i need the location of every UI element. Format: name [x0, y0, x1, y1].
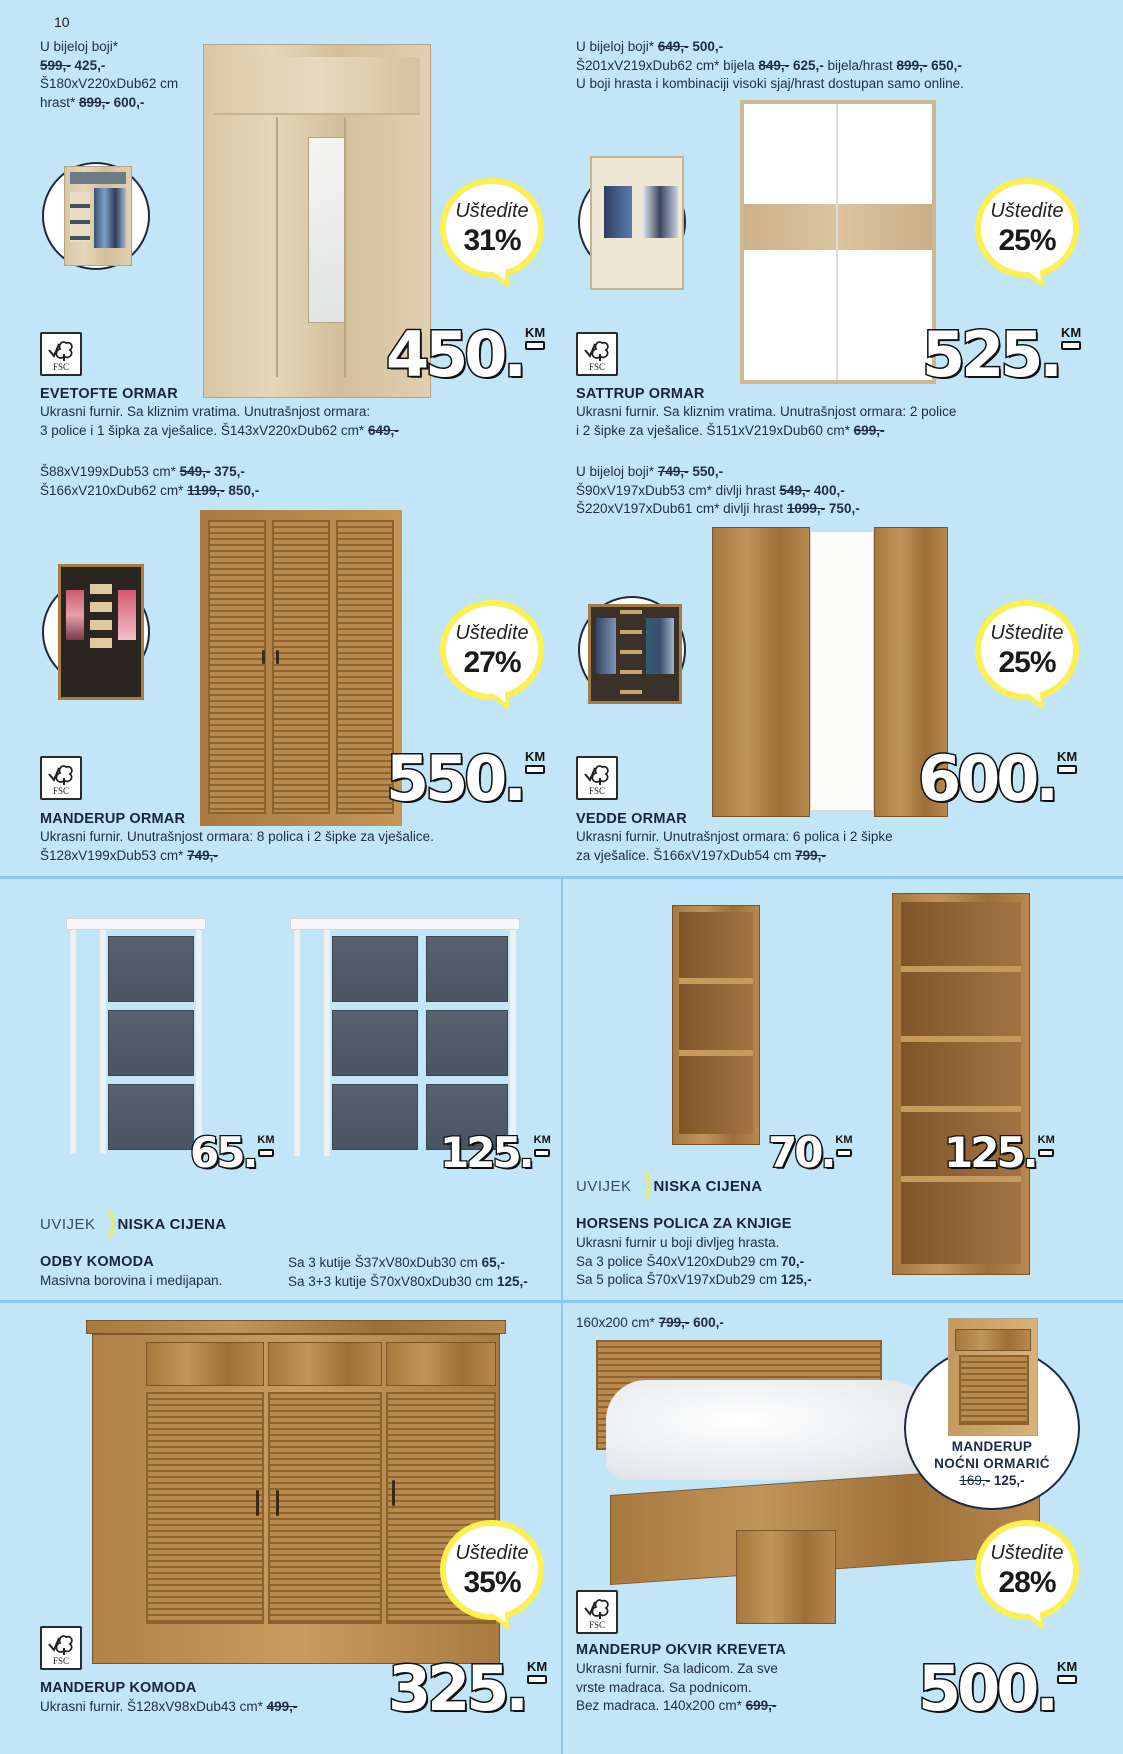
manderup-ormar-variants: Š88xV199xDub53 cm* 549,- 375,- Š166xV210xDub62 cm* 1199,- 850,-: [40, 464, 260, 498]
product-title: SATTRUP ORMAR: [576, 386, 705, 402]
vedde-wardrobe-image: [712, 527, 948, 817]
product-description: Ukrasni furnir. Unutrašnjost ormara: 8 polica i 2 šipke za vješalice. Š128xV199xDub53 cm* 749,-: [40, 829, 434, 863]
vedde-variants: U bijeloj boji* 749,- 550,- Š90xV197xDub53 cm* divlji hrast 549,- 400,- Š220xV197xDub61 cm* divlji hrast 1099,- 750,-: [576, 464, 860, 516]
save-badge: Uštedite 27%: [440, 600, 544, 712]
save-badge: Uštedite 25%: [975, 600, 1079, 712]
product-title: HORSENS POLICA ZA KNJIGE: [576, 1216, 792, 1232]
odby-variant-prices: Sa 3 kutije Š37xV80xDub30 cm 65,- Sa 3+3 kutije Š70xV80xDub30 cm 125,-: [288, 1255, 528, 1289]
price-tag: 525. KM: [922, 318, 1082, 391]
evetofte-variants: U bijeloj boji* 599,- 425,- Š180xV220xDub62 cm hrast* 899,- 600,-: [40, 39, 179, 110]
tree-check-icon: [583, 336, 611, 362]
page-number: 10: [54, 14, 70, 30]
product-title: ODBY KOMODA: [40, 1254, 154, 1270]
bed-variant-price: 160x200 cm* 799,- 600,-: [576, 1315, 724, 1330]
product-description: Ukrasni furnir. Sa kliznim vratima. Unutrašnjost ormara: 2 police i 2 šipke za vješalice. Š151xV219xDub60 cm* 699,-: [576, 404, 957, 438]
column-divider: [561, 876, 563, 1754]
fsc-logo: FSC: [40, 756, 82, 800]
tree-check-icon: [47, 1630, 75, 1656]
sattrup-wardrobe-image: [740, 100, 936, 384]
product-description: Ukrasni furnir. Š128xV98xDub43 cm* 499,-: [40, 1699, 298, 1714]
always-low-price-label: UVIJEK NISKA CIJENA: [40, 1208, 226, 1240]
price-tag: 65. KM: [190, 1128, 275, 1177]
product-title: MANDERUP KOMODA: [40, 1680, 197, 1696]
sattrup-interior-thumbnail: [578, 168, 686, 276]
price-tag: 325. KM: [388, 1652, 548, 1725]
fsc-logo: FSC: [40, 332, 82, 376]
fsc-logo: FSC: [576, 332, 618, 376]
always-low-price-label: UVIJEK NISKA CIJENA: [576, 1170, 762, 1202]
fsc-logo: FSC: [576, 1590, 618, 1634]
save-badge: Uštedite 28%: [975, 1520, 1079, 1632]
evetofte-interior-thumbnail: [42, 162, 150, 270]
product-title: MANDERUP OKVIR KREVETA: [576, 1642, 787, 1658]
save-badge: Uštedite 35%: [440, 1520, 544, 1632]
save-badge: Uštedite 31%: [440, 178, 544, 290]
tree-check-icon: [583, 1594, 611, 1620]
price-tag: 600. KM: [918, 742, 1078, 815]
price-tag: 125. KM: [944, 1128, 1055, 1177]
price-tag: 500. KM: [918, 1652, 1078, 1725]
product-description: Masivna borovina i medijapan.: [40, 1273, 223, 1288]
odby-6-drawer-image: [290, 918, 520, 1158]
fsc-logo: FSC: [40, 1626, 82, 1670]
nightstand-image: [948, 1318, 1038, 1436]
manderup-ormar-interior-thumbnail: [42, 578, 150, 686]
price-tag: 550. KM: [386, 742, 546, 815]
product-title: EVETOFTE ORMAR: [40, 386, 178, 402]
product-title: VEDDE ORMAR: [576, 811, 687, 827]
price-tag: 450. KM: [386, 318, 546, 391]
odby-3-drawer-image: [66, 918, 206, 1158]
horsens-3-shelf-image: [672, 905, 760, 1145]
product-description: Ukrasni furnir. Sa kliznim vratima. Unutrašnjost ormara: 3 police i 1 šipka za vješalice. Š143xV220xDub62 cm* 649,-: [40, 404, 399, 438]
moon-icon: [636, 1170, 650, 1202]
fsc-logo: FSC: [576, 756, 618, 800]
nightstand-label: MANDERUP NOĆNI ORMARIĆ 169,- 125,-: [934, 1439, 1050, 1488]
horsens-5-shelf-image: [892, 893, 1030, 1275]
tree-check-icon: [47, 760, 75, 786]
tree-check-icon: [583, 760, 611, 786]
product-description: Ukrasni furnir. Unutrašnjost ormara: 6 polica i 2 šipke za vješalice. Š166xV197xDub54 cm 799,-: [576, 829, 893, 863]
sattrup-variants: U bijeloj boji* 649,- 500,- Š201xV219xDub62 cm* bijela 849,- 625,- bijela/hrast 899,- 650,- U boji hrasta i kombinaciji visoki sjaj/hrast dostupan samo online.: [576, 39, 964, 91]
manderup-ormar-wardrobe-image: [200, 510, 402, 826]
price-tag: 125. KM: [440, 1128, 551, 1177]
product-title: MANDERUP ORMAR: [40, 811, 186, 827]
vedde-interior-thumbnail: [578, 596, 686, 704]
moon-icon: [100, 1208, 114, 1240]
product-description: Ukrasni furnir. Sa ladicom. Za sve vrste madraca. Sa podnicom. Bez madraca. 140x200 cm* 699,-: [576, 1661, 778, 1713]
price-tag: 70. KM: [768, 1128, 853, 1177]
tree-check-icon: [47, 336, 75, 362]
save-badge: Uštedite 25%: [975, 178, 1079, 290]
product-description: Ukrasni furnir u boji divljeg hrasta. Sa 3 police Š40xV120xDub29 cm 70,- Sa 5 polica Š70xV197xDub29 cm 125,-: [576, 1235, 812, 1287]
